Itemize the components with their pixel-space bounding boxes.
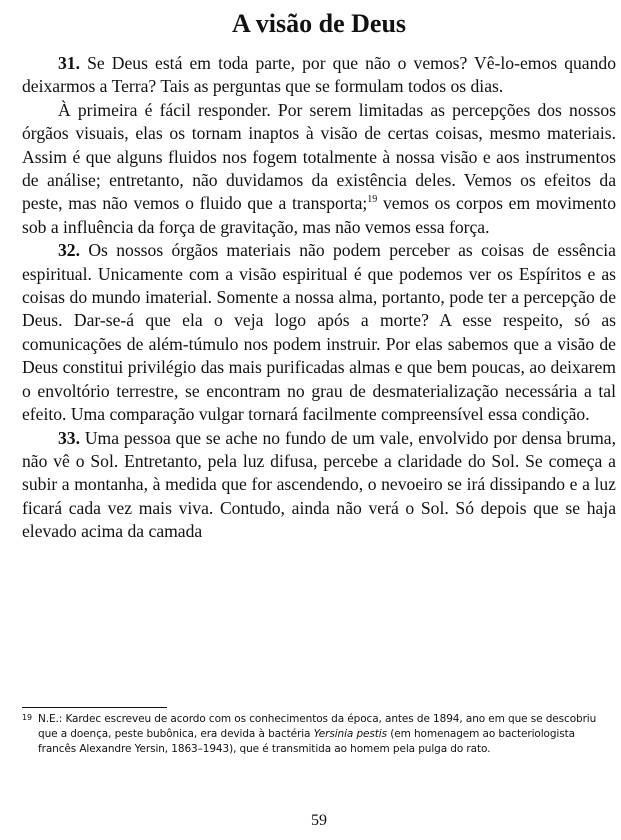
paragraph-text: Se Deus está em toda parte, por que não o vemos? Vê-lo-emos quando deixarmos a Terra? Tais as perguntas que se formulam todos os dias.	[22, 53, 616, 97]
species-name: Yersinia pestis	[313, 728, 387, 740]
paragraph-32	[22, 239, 616, 426]
paragraph-text: À primeira é fácil responder. Por serem limitadas as percepções dos nossos órgãos visuais, elas os tornam inaptos à visão de certas coisas, mesmo materiais. Assim é que alguns fluidos nos fogem totalmente à nossa visão e aos instrumentos de análise; entretanto, não duvidamos da existência deles. Vemos os efeitos da peste, mas não vemos o fluido que a transporta;	[22, 99, 616, 214]
footnote-reference[interactable]: 19	[367, 194, 378, 206]
footnote	[22, 712, 616, 757]
paragraph-text: vemos os corpos em movimento sob a influência da força de gravitação, mas não vemos essa força.	[22, 193, 616, 237]
paragraph-33	[22, 427, 616, 544]
footnote-text	[38, 712, 616, 757]
footnote-text-part: N.E.: Kardec escreveu de acordo com os conhecimentos da época, antes de 1894, ano em que se descobriu que a doença, peste bubônica, era devida à bactéria	[38, 713, 597, 740]
paragraph-31-answer	[22, 99, 616, 239]
page-number: 59	[311, 812, 327, 829]
paragraph-31	[22, 52, 616, 99]
page-title: A visão de Deus	[231, 9, 407, 38]
item-number: 33.	[58, 427, 80, 448]
footnote-divider	[22, 707, 167, 708]
body-text	[22, 52, 616, 544]
book-page	[22, 0, 616, 840]
item-number: 32.	[58, 240, 80, 261]
item-number: 31.	[58, 53, 80, 73]
paragraph-text: Uma pessoa que se ache no fundo de um vale, envolvido por densa bruma, não vê o Sol. Entretanto, pela luz difusa, percebe a claridade do Sol. Se começa a subir a montanha, à medida que for ascendendo, o nevoeiro se irá dissipando e a luz ficará cada vez mais viva. Contudo, ainda não verá o Sol. Só depois que se haja elevado acima da camada	[22, 427, 616, 542]
paragraph-text: Os nossos órgãos materiais não podem perceber as coisas de essência espiritual. Unicamente com a visão espiritual é que podemos ver os Espíritos e as coisas do mundo imaterial. Somente a nossa alma, portanto, pode ter a percepção de Deus. Dar-se-á que ela o veja logo após a morte? A esse respeito, só as comunicações de além-túmulo nos podem instruir. Por elas sabemos que a visão de Deus constitui privilégio das mais purificadas almas e que bem poucas, ao deixarem o envoltório terrestre, se encontram no grau de desmaterialização necessária a tal efeito. Uma comparação vulgar tornará facilmente compreensível essa condição.	[22, 240, 616, 425]
footnote-text-part: (em homenagem ao bacteriologista francês Alexandre Yersin, 1863–1943), que é transmitida ao homem pela pulga do rato.	[38, 728, 575, 755]
footnote-mark: 19	[22, 713, 32, 722]
